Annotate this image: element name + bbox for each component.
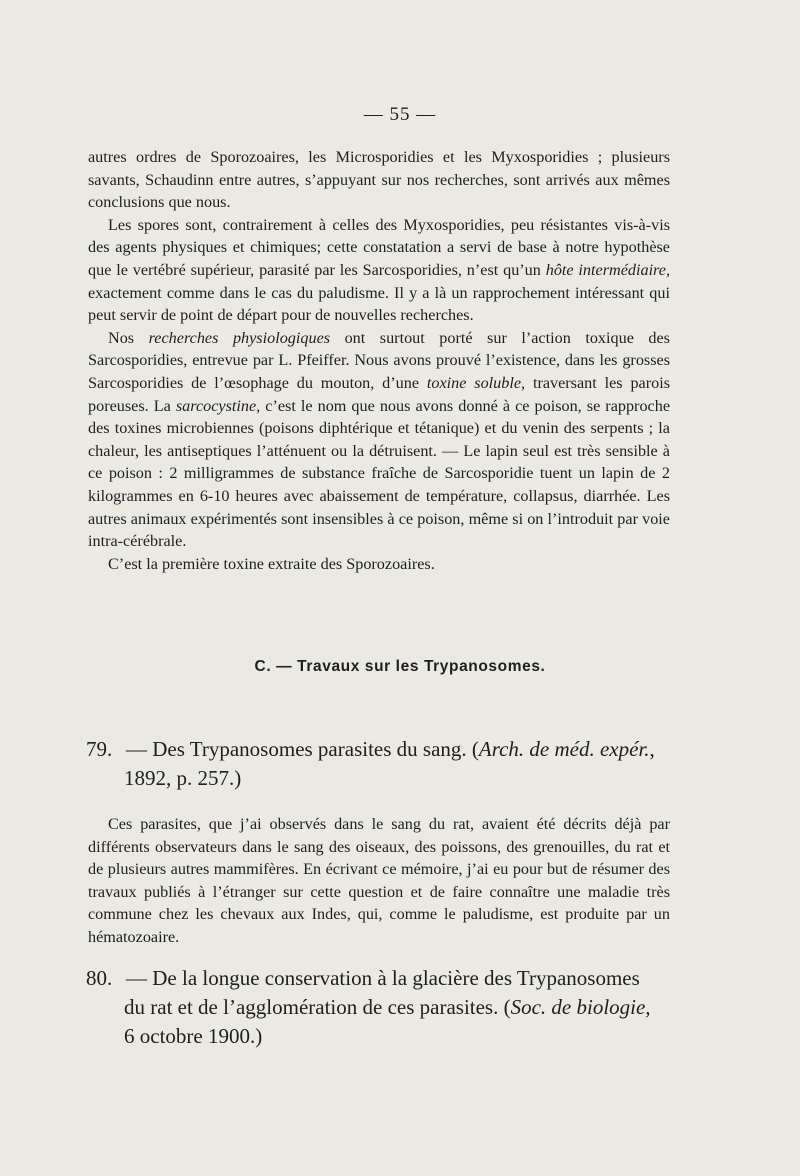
page-number: — 55 — [363, 104, 437, 125]
entry-number: 80. [86, 966, 113, 990]
text-run: Nos [108, 328, 149, 347]
text-run: exactement comme dans le cas du paludisme. Il y a là un rapprochement intéressant qui peut servir de point de départ pour de nouvelles recherches. [88, 283, 670, 325]
paragraph [88, 327, 670, 553]
italic-term: recherches physiologiques [148, 328, 331, 347]
entry-line [86, 735, 676, 764]
text-run: traversant les parois poreuses. La [88, 373, 671, 415]
italic-term: hôte intermédiaire, [545, 260, 670, 279]
entry-line: 6 octobre 1900.) [124, 1024, 263, 1048]
paragraph: Ces parasites, que j’ai observés dans le sang du rat, avaient été décrits déjà par différents observateurs dans le sang des oiseaux, des poissons, des grenouilles, du rat et de plusieurs autres mammifères. En écrivant ce mémoire, j’ai eu pour but de résumer des travaux publiés à l’étranger sur cette question et de faire connaître une maladie très commune chez les chevaux aux Indes, qui, comme le paludisme, est produite par un hématozoaire. [88, 815, 670, 946]
paragraph [88, 214, 670, 327]
entry-line [86, 964, 676, 993]
italic-term: toxine soluble, [426, 373, 526, 392]
entry-source: Arch. de méd. expér. [478, 737, 650, 761]
entry-title: — Des Trypanosomes parasites du sang. ( [126, 737, 479, 761]
text-run: ont surtout porté sur l’action toxique des Sarcosporidies, entrevue par L. Pfeiffer. Nous avons prouvé l’existence, dans les grosses Sarcosporidies de l’œsophage du mouton, d’une [88, 328, 670, 392]
entry-source: Soc. de biologie, [510, 995, 651, 1019]
entry-number: 79. [86, 737, 113, 761]
italic-term: sarcocystine, [175, 396, 261, 415]
body-text-block [88, 146, 670, 575]
text-run: Les spores sont, contrairement à celles des Myxosporidies, peu résistantes vis-à-vis des agents physiques et chimiques; cette constatation a servi de base à notre hypothèse que le vertébré supérieur, parasité par les Sarcosporidies, n’est qu’un [88, 215, 670, 279]
bibliography-entry-79 [86, 735, 676, 793]
section-heading: C. — Travaux sur les Trypanosomes. [254, 658, 546, 675]
entry-title-cont: du rat et de l’agglomération de ces parasites. ( [124, 995, 511, 1019]
bibliography-entry-80 [86, 964, 676, 1051]
entry-title: — De la longue conservation à la glacière des Trypanosomes [126, 966, 640, 990]
entry-line [86, 993, 676, 1022]
entry-line: 1892, p. 257.) [124, 766, 242, 790]
body-text-block [88, 813, 670, 949]
paragraph: C’est la première toxine extraite des Sporozoaires. [108, 554, 435, 573]
entry-punct: , [649, 737, 655, 761]
paragraph: autres ordres de Sporozoaires, les Microsporidies et les Myxosporidies ; plusieurs savants, Schaudinn entre autres, s’appuyant sur nos recherches, sont arrivés aux mêmes conclusions que nous. [88, 148, 670, 212]
text-run: c’est le nom que nous avons donné à ce poison, se rapproche des toxines microbiennes (poisons diphtérique et tétanique) et du venin des serpents ; la chaleur, les antiseptiques l’atténuent ou la détruisent. — Le lapin seul est très sensible à ce poison : 2 milligrammes de substance fraîche de Sarcosporidie tuent un lapin de 2 kilogrammes en 6-10 heures avec abaissement de température, collapsus, diarrhée. Les autres animaux expérimentés sont insensibles à ce poison, même si on l’introduit par voie intra-cérébrale. [88, 396, 671, 551]
